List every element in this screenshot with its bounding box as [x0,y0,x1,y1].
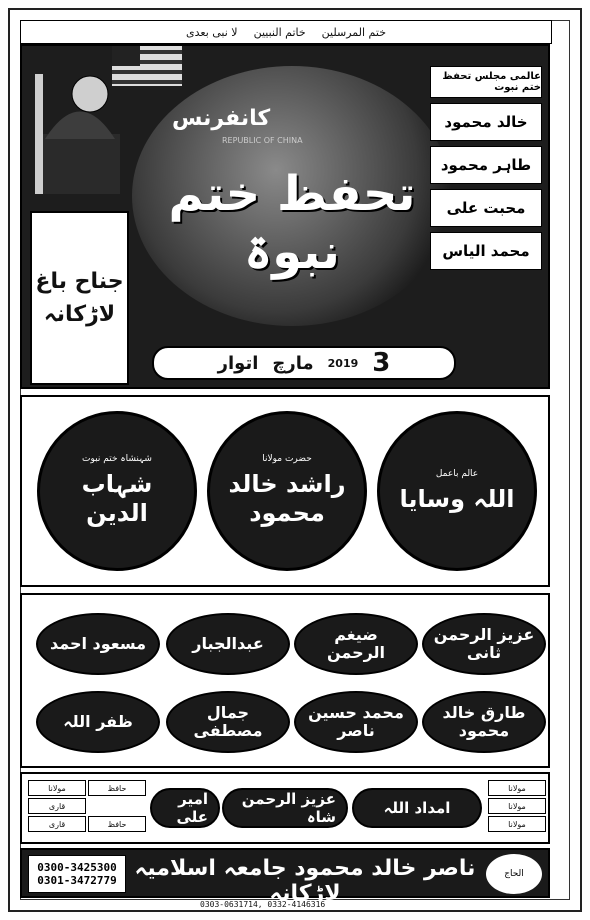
date-month: مارچ [272,352,314,374]
speaker-oval: مسعود احمد [36,613,160,675]
speakers-grid [20,593,550,768]
phone-number: 0300-3425300 [37,861,117,874]
right-name: طاہر محمود [430,146,542,184]
medallion-name: شہاب الدین [81,470,153,527]
seal-icon: الحاج [486,854,542,894]
medallion-top: شہنشاہ ختم نبوت [82,454,152,465]
secondary-speaker: عزیز الرحمن شاہ [222,788,348,828]
hero-panel [20,44,550,389]
footer-title: ناصر خالد محمود جامعہ اسلامیہ لاڑکانہ [134,856,476,906]
venue-panel [30,211,129,385]
small-title-box: قاری [28,798,86,814]
small-title-box: مولانا [28,780,86,796]
secondary-speakers [20,772,550,844]
main-speakers-band [20,395,550,587]
secondary-speaker: امداد اللہ [352,788,482,828]
small-title-box: مولانا [488,780,546,796]
medallion-name: راشد خالد محمود [228,470,346,527]
hero-title: تحفظ ختم نبوۃ [168,166,416,280]
medallion [37,411,197,571]
date-weekday: اتوار [217,352,259,374]
speaker-oval: طارق خالد محمود [422,691,546,753]
secondary-speaker: امیر علی [150,788,220,828]
venue-line2: لاڑکانہ [43,302,116,327]
globe-text: REPUBLIC OF CHINA [222,136,303,145]
flag-icon [112,46,182,86]
small-title-box: حافظ [88,816,146,832]
organizer: عالمی مجلس تحفظ ختم نبوت [430,66,542,98]
top-text: لا نبی بعدی [186,25,238,39]
speaker-oval: عزیز الرحمن ثانی [422,613,546,675]
small-title-box: مولانا [488,798,546,814]
medallion-top: حضرت مولانا [262,454,312,465]
right-name: محبت علی [430,189,542,227]
medallion-top: عالم باعمل [435,468,479,479]
organizer-column [430,66,542,270]
right-name: محمد الیاس [430,232,542,270]
hero-subtitle: کانفرنس [172,106,271,131]
venue-line1: جناح باغ [35,269,124,294]
contact-line: 0303-0631714, 0332-4146316 [200,900,326,909]
date-day: 3 [372,348,391,378]
phone-number: 0301-3472779 [37,874,117,887]
right-name: خالد محمود [430,103,542,141]
top-text: خاتم النبیین [253,25,306,39]
speaker-oval: جمال مصطفی [166,691,290,753]
medallion-name: اللہ وسایا [399,484,515,513]
medallion [207,411,367,571]
top-band [20,20,552,44]
top-text: ختم المرسلین [321,25,386,39]
small-title-box: قاری [28,816,86,832]
speaker-oval: ضیغم الرحمن [294,613,418,675]
speaker-oval: ظفر اللہ [36,691,160,753]
medallion [377,411,537,571]
date-year: 2019 [327,356,359,370]
small-title-box: مولانا [488,816,546,832]
speaker-oval: محمد حسین ناصر [294,691,418,753]
date-bar [152,346,456,380]
small-title-box: حافظ [88,780,146,796]
speaker-oval: عبدالجبار [166,613,290,675]
phone-box [28,855,126,893]
